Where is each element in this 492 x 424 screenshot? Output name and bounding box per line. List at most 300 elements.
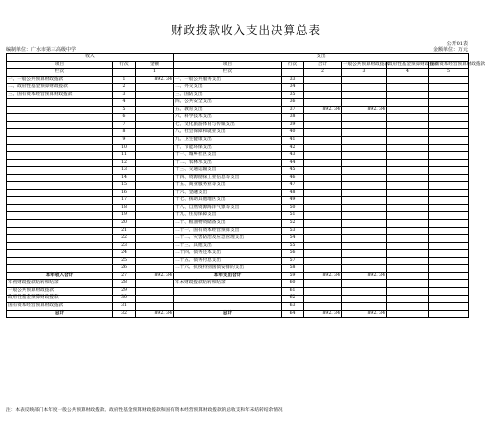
general-budget-amount xyxy=(342,204,387,212)
income-row-no: 27 xyxy=(113,272,136,280)
expense-item: 十五、商业服务业等支出 xyxy=(174,182,282,190)
gov-fund-amount xyxy=(387,144,429,152)
col-label-expense: 栏次 xyxy=(174,69,282,77)
table-row xyxy=(7,250,469,258)
general-budget-amount xyxy=(342,174,387,182)
total-header: 合计 xyxy=(304,61,342,69)
general-budget-amount xyxy=(342,220,387,228)
table-row xyxy=(7,114,469,122)
expense-row-no: 43 xyxy=(282,152,304,160)
form-number: 公开01表 xyxy=(446,41,468,47)
expense-row-no: 53 xyxy=(282,227,304,235)
total-amount xyxy=(304,204,342,212)
general-budget-header: 一般公共预算财政拨款 xyxy=(342,61,387,69)
general-budget-amount xyxy=(342,212,387,220)
expense-row-no: 39 xyxy=(282,121,304,129)
col-index-4: 4 xyxy=(387,69,429,77)
table-row xyxy=(7,167,469,175)
income-item xyxy=(7,220,113,228)
state-capital-amount xyxy=(429,91,469,99)
gov-fund-amount xyxy=(387,182,429,190)
income-amount xyxy=(136,99,174,107)
total-amount: 892. 34 xyxy=(304,272,342,280)
expense-item: 二十一、国有资本经营预算支出 xyxy=(174,227,282,235)
income-row-no: 31 xyxy=(113,303,136,311)
total-amount xyxy=(304,212,342,220)
total-amount xyxy=(304,91,342,99)
state-capital-amount xyxy=(429,159,469,167)
gov-fund-amount xyxy=(387,121,429,129)
expense-item: 总计 xyxy=(174,310,282,318)
gov-fund-amount xyxy=(387,220,429,228)
income-item: 本年收入合计 xyxy=(7,272,113,280)
income-item: 政府性基金预算财政拨款 xyxy=(7,295,113,303)
total-amount xyxy=(304,174,342,182)
income-item xyxy=(7,99,113,107)
income-amount xyxy=(136,167,174,175)
expense-row-no: 41 xyxy=(282,137,304,145)
col-index-2: 2 xyxy=(304,69,342,77)
expense-item: 一、一般公共服务支出 xyxy=(174,76,282,84)
general-budget-amount xyxy=(342,91,387,99)
general-budget-amount xyxy=(342,197,387,205)
expense-item: 十一、城乡社区支出 xyxy=(174,152,282,160)
general-budget-amount xyxy=(342,76,387,84)
total-amount xyxy=(304,129,342,137)
expense-row-no: 61 xyxy=(282,287,304,295)
state-capital-amount xyxy=(429,280,469,288)
expense-item: 二十五、债务付息支出 xyxy=(174,257,282,265)
table-row xyxy=(7,204,469,212)
income-row-no: 25 xyxy=(113,257,136,265)
expense-row-no: 45 xyxy=(282,167,304,175)
income-amount-header: 金额 xyxy=(136,61,174,69)
total-amount xyxy=(304,197,342,205)
header-row-1 xyxy=(7,54,469,62)
income-amount xyxy=(136,257,174,265)
state-capital-amount xyxy=(429,250,469,258)
expense-row-no: 57 xyxy=(282,257,304,265)
income-row-no: 15 xyxy=(113,182,136,190)
expense-item: 十九、住房保障支出 xyxy=(174,212,282,220)
gov-fund-amount xyxy=(387,250,429,258)
total-amount xyxy=(304,76,342,84)
income-amount xyxy=(136,174,174,182)
income-amount xyxy=(136,204,174,212)
total-amount xyxy=(304,235,342,243)
gov-fund-amount xyxy=(387,91,429,99)
state-capital-amount xyxy=(429,84,469,92)
income-row-no: 20 xyxy=(113,220,136,228)
income-row-no: 17 xyxy=(113,197,136,205)
total-amount xyxy=(304,99,342,107)
expense-item: 八、社会保障和就业支出 xyxy=(174,129,282,137)
gov-fund-amount xyxy=(387,257,429,265)
total-amount xyxy=(304,287,342,295)
total-amount xyxy=(304,250,342,258)
income-item xyxy=(7,144,113,152)
state-capital-amount xyxy=(429,129,469,137)
income-row-no: 2 xyxy=(113,84,136,92)
general-budget-amount xyxy=(342,84,387,92)
expense-item: 十三、交通运输支出 xyxy=(174,167,282,175)
income-item xyxy=(7,129,113,137)
gov-fund-amount xyxy=(387,310,429,318)
income-item: 一般公共预算财政拨款 xyxy=(7,287,113,295)
general-budget-amount xyxy=(342,250,387,258)
income-row-no: 13 xyxy=(113,167,136,175)
col-index-5: 5 xyxy=(429,69,469,77)
state-capital-amount xyxy=(429,76,469,84)
income-row-no: 21 xyxy=(113,227,136,235)
gov-fund-amount xyxy=(387,129,429,137)
income-row-no: 5 xyxy=(113,106,136,114)
state-capital-amount xyxy=(429,152,469,160)
gov-fund-amount xyxy=(387,287,429,295)
gov-fund-header: 政府性基金预算财政拨款 xyxy=(387,61,429,69)
expense-item: 二、外交支出 xyxy=(174,84,282,92)
expense-row-no: 38 xyxy=(282,114,304,122)
income-row-no: 3 xyxy=(113,91,136,99)
table-row xyxy=(7,121,469,129)
total-amount xyxy=(304,137,342,145)
total-amount xyxy=(304,227,342,235)
expense-item: 二十六、抗疫特别国债安排的支出 xyxy=(174,265,282,273)
income-item xyxy=(7,250,113,258)
state-capital-amount xyxy=(429,189,469,197)
gov-fund-amount xyxy=(387,84,429,92)
reporting-unit: 编制单位：广水市第三高级中学 xyxy=(6,47,77,53)
table-row xyxy=(7,280,469,288)
income-item xyxy=(7,152,113,160)
gov-fund-amount xyxy=(387,242,429,250)
expense-row-no: 48 xyxy=(282,189,304,197)
state-capital-amount xyxy=(429,235,469,243)
income-item: 国有资本经营预算财政拨款 xyxy=(7,303,113,311)
expense-row-no: 42 xyxy=(282,144,304,152)
total-amount xyxy=(304,159,342,167)
general-budget-amount: 892. 34 xyxy=(342,106,387,114)
expense-row-no: 64 xyxy=(282,310,304,318)
total-amount xyxy=(304,114,342,122)
state-capital-amount xyxy=(429,182,469,190)
income-amount xyxy=(136,197,174,205)
expense-row-no: 60 xyxy=(282,280,304,288)
expense-item-header: 项目 xyxy=(174,61,282,69)
gov-fund-amount xyxy=(387,295,429,303)
table-row xyxy=(7,99,469,107)
income-amount xyxy=(136,242,174,250)
gov-fund-amount xyxy=(387,189,429,197)
total-amount xyxy=(304,84,342,92)
income-amount xyxy=(136,295,174,303)
state-capital-amount xyxy=(429,114,469,122)
expense-item: 十六、金融支出 xyxy=(174,189,282,197)
general-budget-amount xyxy=(342,114,387,122)
table-row xyxy=(7,84,469,92)
table-row xyxy=(7,212,469,220)
general-budget-amount xyxy=(342,159,387,167)
expense-row-no: 46 xyxy=(282,174,304,182)
general-budget-amount xyxy=(342,152,387,160)
total-amount xyxy=(304,295,342,303)
income-item xyxy=(7,137,113,145)
state-capital-amount xyxy=(429,121,469,129)
expense-row-no: 49 xyxy=(282,197,304,205)
budget-table xyxy=(6,53,486,318)
expense-item: 五、教育支出 xyxy=(174,106,282,114)
col-index-3: 3 xyxy=(342,69,387,77)
table-row xyxy=(7,265,469,273)
table-row xyxy=(7,242,469,250)
gov-fund-amount xyxy=(387,152,429,160)
general-budget-amount xyxy=(342,227,387,235)
income-row-no: 28 xyxy=(113,280,136,288)
income-item xyxy=(7,189,113,197)
gov-fund-amount xyxy=(387,280,429,288)
general-budget-amount xyxy=(342,189,387,197)
income-item: 总计 xyxy=(7,310,113,318)
income-amount xyxy=(136,91,174,99)
table-row xyxy=(7,182,469,190)
expense-item: 九、卫生健康支出 xyxy=(174,137,282,145)
general-budget-amount xyxy=(342,121,387,129)
gov-fund-amount xyxy=(387,114,429,122)
income-row-no: 30 xyxy=(113,295,136,303)
general-budget-amount: 892. 34 xyxy=(342,272,387,280)
state-capital-amount xyxy=(429,295,469,303)
expense-item: 二十四、债务还本支出 xyxy=(174,250,282,258)
expense-row-no: 36 xyxy=(282,99,304,107)
page-title: 财政拨款收入支出决算总表 xyxy=(171,23,321,37)
income-amount xyxy=(136,144,174,152)
income-amount: 892. 34 xyxy=(136,76,174,84)
income-amount xyxy=(136,114,174,122)
expense-row-no: 62 xyxy=(282,295,304,303)
expense-item: 二十三、其他支出 xyxy=(174,242,282,250)
gov-fund-amount xyxy=(387,265,429,273)
income-amount xyxy=(136,182,174,190)
income-amount xyxy=(136,303,174,311)
total-amount xyxy=(304,182,342,190)
gov-fund-amount xyxy=(387,197,429,205)
income-amount xyxy=(136,287,174,295)
state-capital-amount xyxy=(429,99,469,107)
income-amount: 892. 34 xyxy=(136,310,174,318)
expense-row-no: 63 xyxy=(282,303,304,311)
expense-header: 支出 xyxy=(174,54,469,62)
total-amount xyxy=(304,303,342,311)
expense-row-no: 58 xyxy=(282,265,304,273)
income-row-no: 22 xyxy=(113,235,136,243)
gov-fund-amount xyxy=(387,272,429,280)
state-capital-amount xyxy=(429,265,469,273)
income-row-no: 8 xyxy=(113,129,136,137)
gov-fund-amount xyxy=(387,99,429,107)
table-row xyxy=(7,310,469,318)
expense-item xyxy=(174,303,282,311)
table-row xyxy=(7,152,469,160)
income-row-no: 9 xyxy=(113,137,136,145)
expense-item xyxy=(174,287,282,295)
income-item xyxy=(7,159,113,167)
state-capital-amount xyxy=(429,204,469,212)
income-amount xyxy=(136,84,174,92)
expense-item: 十八、自然资源海洋气象等支出 xyxy=(174,204,282,212)
total-amount xyxy=(304,220,342,228)
income-amount xyxy=(136,106,174,114)
total-amount xyxy=(304,189,342,197)
income-amount xyxy=(136,129,174,137)
col-index-1: 1 xyxy=(136,69,174,77)
table-row xyxy=(7,106,469,114)
state-capital-amount xyxy=(429,242,469,250)
table-row xyxy=(7,159,469,167)
income-item xyxy=(7,106,113,114)
income-item xyxy=(7,121,113,129)
gov-fund-amount xyxy=(387,235,429,243)
gov-fund-amount xyxy=(387,227,429,235)
state-capital-amount xyxy=(429,272,469,280)
income-row-no: 18 xyxy=(113,204,136,212)
income-row-no: 12 xyxy=(113,159,136,167)
general-budget-amount xyxy=(342,129,387,137)
gov-fund-amount xyxy=(387,167,429,175)
income-row-no: 29 xyxy=(113,287,136,295)
income-row-no: 10 xyxy=(113,144,136,152)
expense-row-no: 33 xyxy=(282,76,304,84)
general-budget-amount xyxy=(342,235,387,243)
total-amount xyxy=(304,242,342,250)
expense-row-no: 51 xyxy=(282,212,304,220)
state-capital-amount xyxy=(429,167,469,175)
income-item: 一、一般公共预算财政拨款 xyxy=(7,76,113,84)
footnote: 注：本表反映部门本年度一般公共预算财政拨款、政府性基金预算财政拨款和国有资本经营预算财政拨款的总收支和年末结转结余情况 xyxy=(6,408,283,413)
general-budget-amount xyxy=(342,295,387,303)
income-header: 收入 xyxy=(7,54,174,62)
table-row xyxy=(7,295,469,303)
gov-fund-amount xyxy=(387,303,429,311)
total-amount xyxy=(304,167,342,175)
general-budget-amount xyxy=(342,242,387,250)
gov-fund-amount xyxy=(387,204,429,212)
expense-item: 四、公共安全支出 xyxy=(174,99,282,107)
state-capital-amount xyxy=(429,287,469,295)
table-row xyxy=(7,174,469,182)
expense-row-no: 50 xyxy=(282,204,304,212)
state-capital-amount xyxy=(429,212,469,220)
expense-item: 二十二、灾害防治及应急管理支出 xyxy=(174,235,282,243)
expense-row-no: 54 xyxy=(282,235,304,243)
gov-fund-amount xyxy=(387,212,429,220)
total-amount: 892. 34 xyxy=(304,310,342,318)
total-amount: 892. 34 xyxy=(304,106,342,114)
total-amount xyxy=(304,152,342,160)
income-item: 三、国有资本经营预算财政拨款 xyxy=(7,91,113,99)
income-amount xyxy=(136,280,174,288)
state-capital-amount xyxy=(429,227,469,235)
general-budget-amount xyxy=(342,280,387,288)
income-amount xyxy=(136,250,174,258)
income-row-no: 26 xyxy=(113,265,136,273)
gov-fund-amount xyxy=(387,159,429,167)
table-row xyxy=(7,137,469,145)
expense-item: 十七、援助其他地区支出 xyxy=(174,197,282,205)
expense-item: 本年支出合计 xyxy=(174,272,282,280)
income-rowno-header: 行次 xyxy=(113,61,136,69)
income-amount xyxy=(136,265,174,273)
income-amount xyxy=(136,152,174,160)
income-row-no: 24 xyxy=(113,250,136,258)
income-item xyxy=(7,242,113,250)
income-amount xyxy=(136,220,174,228)
income-row-no: 32 xyxy=(113,310,136,318)
expense-row-no: 52 xyxy=(282,220,304,228)
expense-row-no: 47 xyxy=(282,182,304,190)
table-row xyxy=(7,287,469,295)
expense-row-no: 55 xyxy=(282,242,304,250)
income-row-no: 11 xyxy=(113,152,136,160)
expense-row-no: 56 xyxy=(282,250,304,258)
expense-item: 二十、粮油物资储备支出 xyxy=(174,220,282,228)
state-capital-amount xyxy=(429,257,469,265)
expense-row-no: 44 xyxy=(282,159,304,167)
income-row-no: 6 xyxy=(113,114,136,122)
expense-item: 年末财政拨款结转和结余 xyxy=(174,280,282,288)
column-index-row xyxy=(7,69,469,77)
general-budget-amount xyxy=(342,182,387,190)
general-budget-amount xyxy=(342,265,387,273)
total-amount xyxy=(304,121,342,129)
col-label-income: 栏次 xyxy=(7,69,113,77)
table-row xyxy=(7,189,469,197)
table-row xyxy=(7,144,469,152)
income-row-no: 1 xyxy=(113,76,136,84)
expense-item: 七、文化旅游体育与传媒支出 xyxy=(174,121,282,129)
income-amount: 892. 34 xyxy=(136,272,174,280)
income-amount xyxy=(136,212,174,220)
general-budget-amount: 892. 34 xyxy=(342,310,387,318)
income-amount xyxy=(136,121,174,129)
table-row xyxy=(7,303,469,311)
gov-fund-amount xyxy=(387,137,429,145)
expense-row-no: 59 xyxy=(282,272,304,280)
total-amount xyxy=(304,280,342,288)
money-unit: 金额单位：万元 xyxy=(432,47,468,53)
income-item xyxy=(7,182,113,190)
state-capital-amount xyxy=(429,137,469,145)
expense-item: 十二、农林水支出 xyxy=(174,159,282,167)
table-row xyxy=(7,129,469,137)
income-item xyxy=(7,265,113,273)
income-item xyxy=(7,212,113,220)
total-amount xyxy=(304,257,342,265)
state-capital-header: 国有资本经营预算财政拨款 xyxy=(429,61,469,69)
table-row xyxy=(7,197,469,205)
state-capital-amount xyxy=(429,303,469,311)
expense-item: 三、国防支出 xyxy=(174,91,282,99)
expense-item: 十、节能环保支出 xyxy=(174,144,282,152)
general-budget-amount xyxy=(342,99,387,107)
table-row xyxy=(7,257,469,265)
state-capital-amount xyxy=(429,220,469,228)
income-row-no: 23 xyxy=(113,242,136,250)
income-amount xyxy=(136,235,174,243)
income-item xyxy=(7,174,113,182)
state-capital-amount xyxy=(429,106,469,114)
expense-rowno-header: 行次 xyxy=(282,61,304,69)
income-item xyxy=(7,197,113,205)
